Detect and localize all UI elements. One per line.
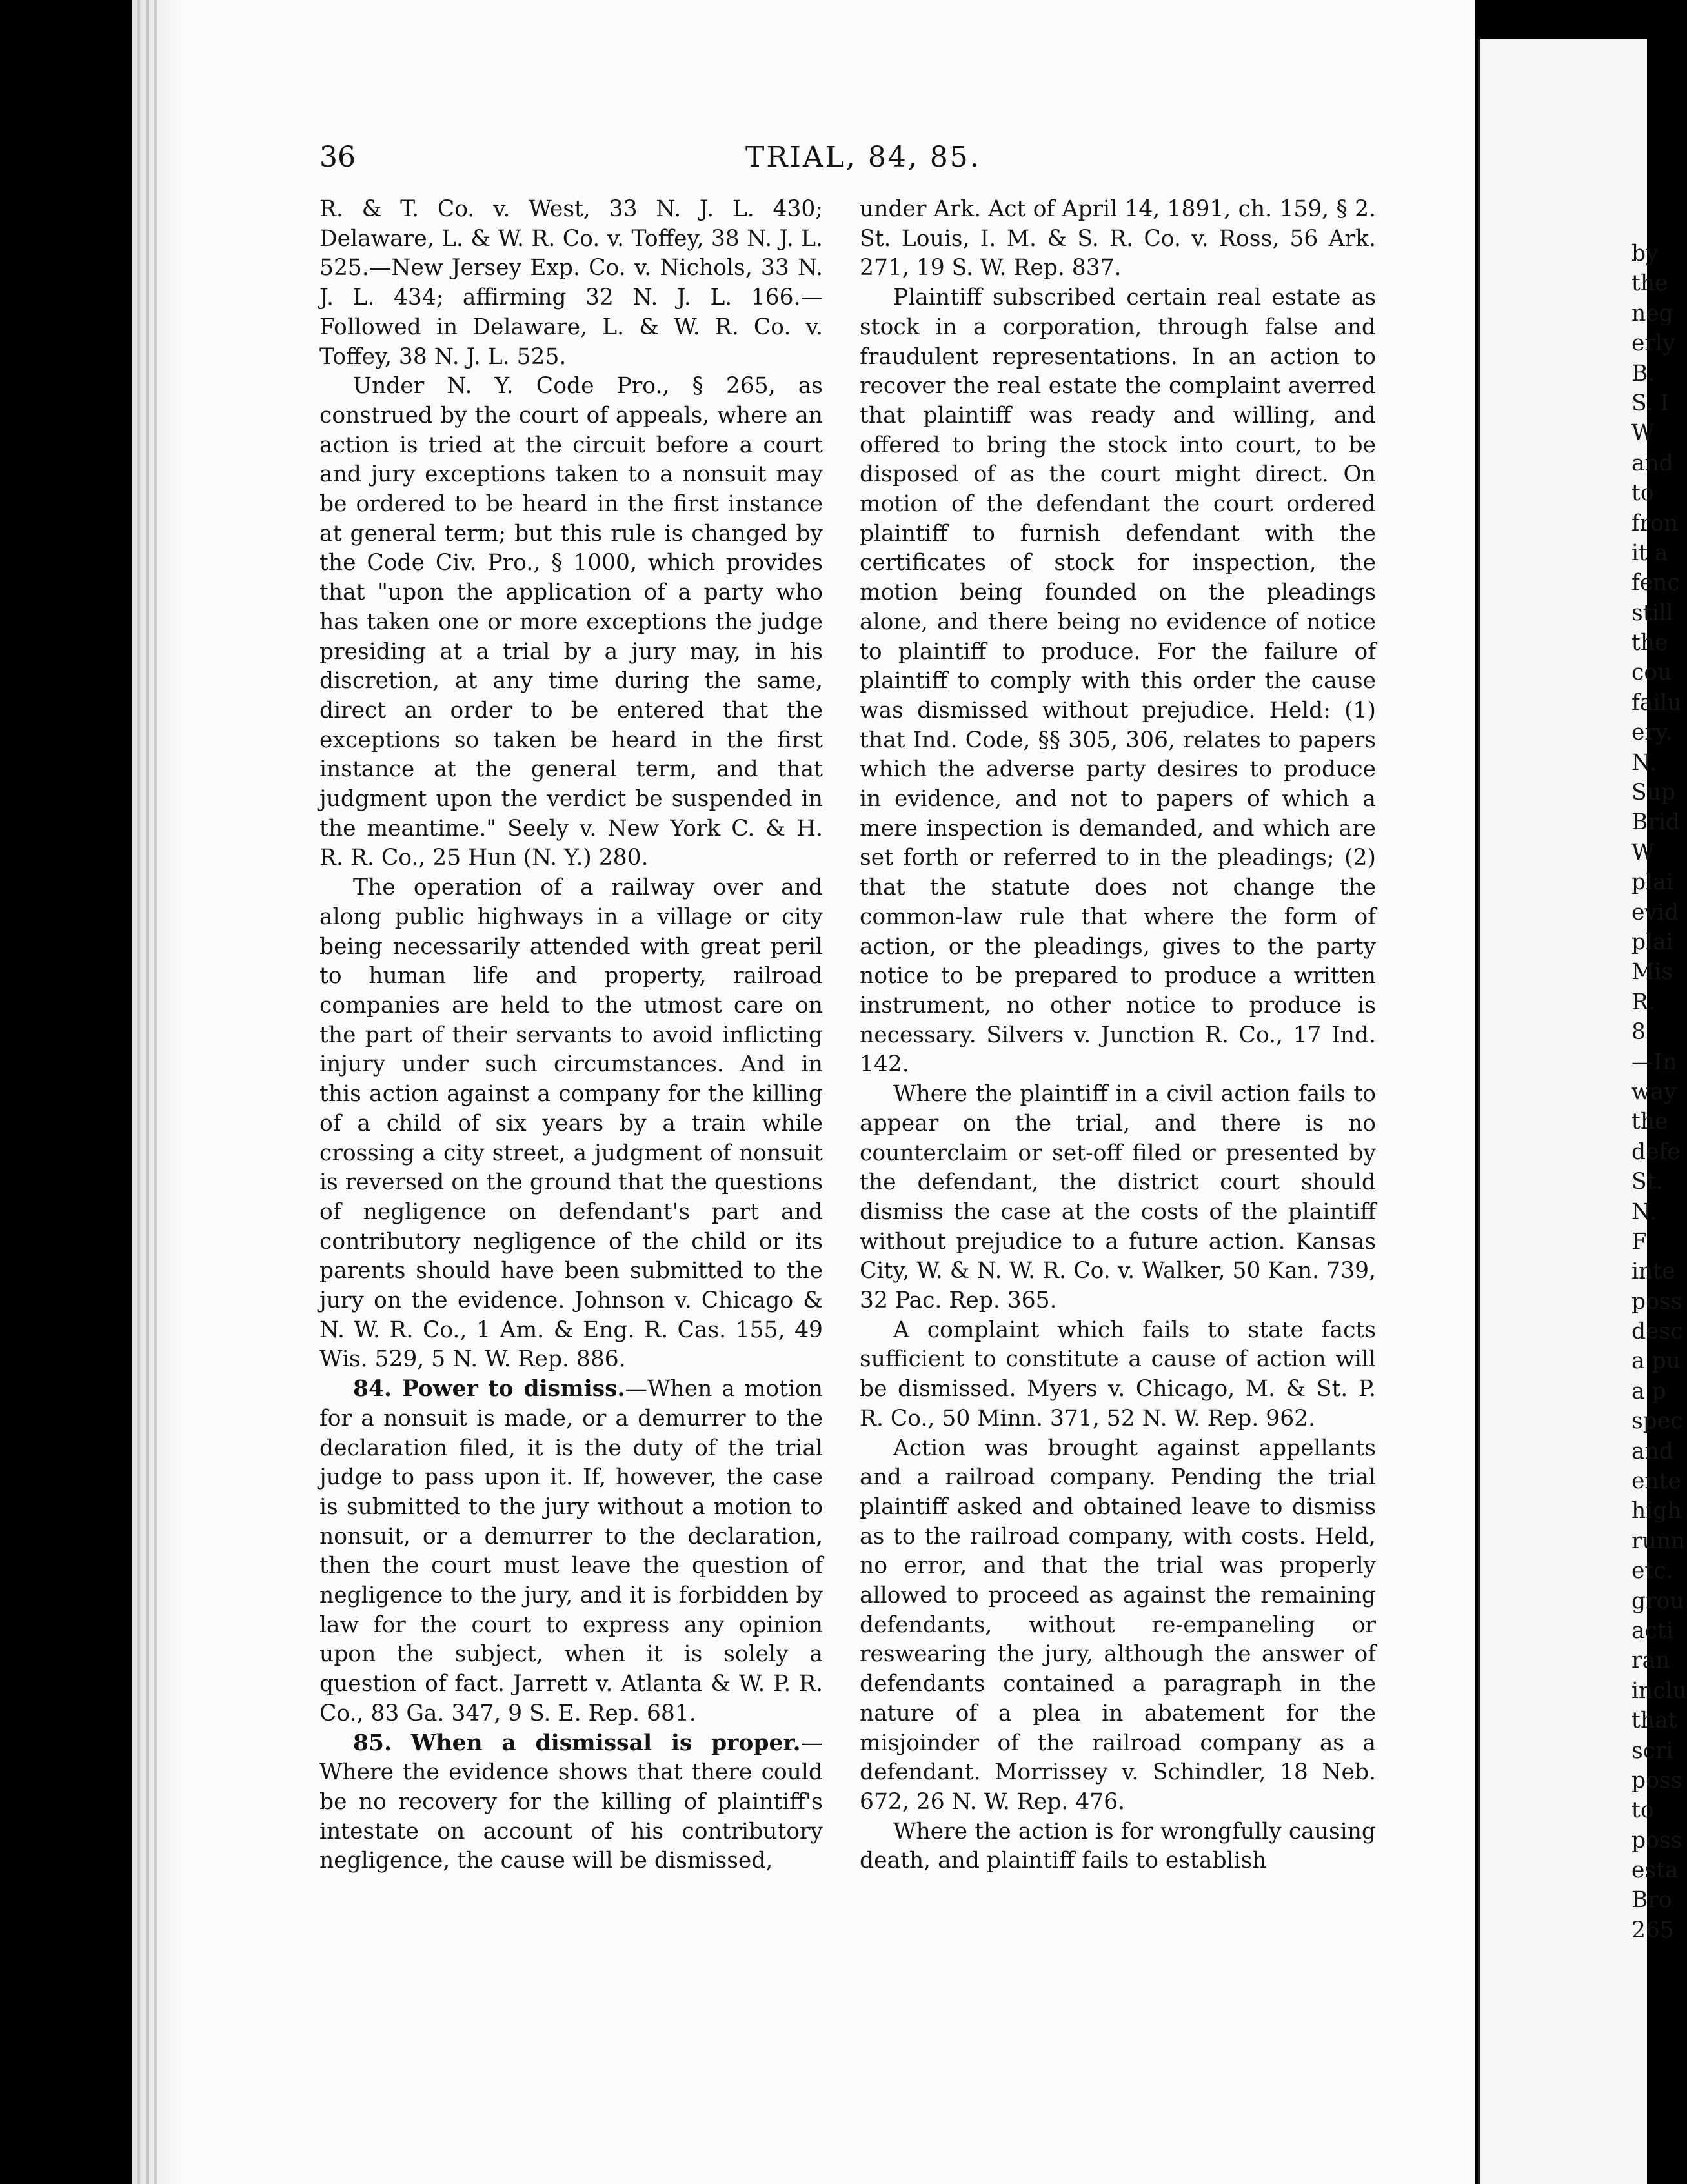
facing-page-fragment: the xyxy=(1631,630,1668,656)
facing-page-fragment: it a xyxy=(1631,540,1668,566)
facing-page-fragment: scri xyxy=(1631,1737,1673,1764)
facing-page xyxy=(1478,39,1647,2184)
facing-page-fragment: etc. xyxy=(1631,1558,1673,1584)
facing-page-fragment: Mis xyxy=(1631,959,1673,986)
facing-page-fragment: Bro xyxy=(1631,1887,1672,1914)
facing-page-fragment: ery. xyxy=(1631,720,1672,746)
facing-page-fragment: R. xyxy=(1631,989,1655,1015)
facing-page-fragment: the xyxy=(1631,270,1668,297)
facing-page-fragment: 265 xyxy=(1631,1917,1674,1943)
facing-page-fragment: plai xyxy=(1631,869,1673,896)
facing-page-fragment: fenc xyxy=(1631,570,1680,596)
paragraph: under Ark. Act of April 14, 1891, ch. 159, § 2. St. Louis, I. M. & S. R. Co. v. Ross, 56 Ark. 271, 19 S. W. Rep. 837. xyxy=(860,196,1376,281)
facing-page-fragment: that xyxy=(1631,1708,1677,1734)
facing-page-fragment: fron xyxy=(1631,510,1679,536)
facing-page-fragment: W xyxy=(1631,839,1655,865)
facing-page-fragment: the xyxy=(1631,1109,1668,1135)
section-85 xyxy=(319,1729,823,1877)
facing-page-fragment: N. xyxy=(1631,1198,1657,1225)
facing-page-fragment: inte xyxy=(1631,1259,1675,1285)
facing-page-fragment: inclu xyxy=(1631,1677,1687,1704)
facing-page-fragment: plai xyxy=(1631,929,1673,955)
facing-page-fragment: a pu xyxy=(1631,1348,1681,1375)
facing-page-fragment: N. xyxy=(1631,749,1657,776)
section-text: —When a motion for a nonsuit is made, or a demurrer to the declaration filed, it is the duty of the trial judge to pass upon it. If, however, the case is submitted to the jury without a motion to nonsuit, or a demurrer to the declaration, then the court must leave the question of negligence to the jury, and it is forbidden by law for the court to express any opinion upon the subject, when it is solely a question of fact. Jarrett v. Atlanta & W. P. R. Co., 83 Ga. 347, 9 S. E. Rep. 681. xyxy=(319,1376,823,1726)
section-heading: 84. Power to dismiss. xyxy=(353,1376,625,1402)
paragraph: Where the action is for wrongfully causing death, and plaintiff fails to establish xyxy=(860,1818,1376,1874)
paragraph: The operation of a railway over and along public highways in a village or city being necessarily attended with great peril to human life and property, railroad companies are held to the utmost care on the part of their servants to avoid inflicting injury under such circumstances. And in this action against a company for the killing of a child of six years by a train while crossing a city street, a judgment of nonsuit is reversed on the ground that the questions of negligence on defendant's part and contributory negligence of the child or its parents should have been submitted to the jury on the evidence. Johnson v. Chicago & N. W. R. Co., 1 Am. & Eng. R. Cas. 155, 49 Wis. 529, 5 N. W. Rep. 886. xyxy=(319,875,823,1373)
facing-page-fragment: St. xyxy=(1631,1169,1663,1195)
facing-page-fragment: spec xyxy=(1631,1408,1683,1435)
page-number: 36 xyxy=(319,141,356,174)
facing-page-fragment: runn xyxy=(1631,1528,1686,1554)
paragraph: R. & T. Co. v. West, 33 N. J. L. 430; Delaware, L. & W. R. Co. v. Toffey, 38 N. J. L. 525.—New Jersey Exp. Co. v. Nichols, 33 N. J. L. 434; affirming 32 N. J. L. 166.—Followed in Delaware, L. & W. R. Co. v. Toffey, 38 N. J. L. 525. xyxy=(319,196,823,370)
facing-page-fragment: grou xyxy=(1631,1588,1684,1614)
paragraph: A complaint which fails to state facts sufficient to constitute a cause of action will be dismissed. Myers v. Chicago, M. & St. P. R. Co., 50 Minn. 371, 52 N. W. Rep. 962. xyxy=(860,1317,1376,1431)
facing-page-fragment: failu xyxy=(1631,689,1682,716)
facing-page-fragment: desc xyxy=(1631,1319,1683,1345)
facing-page-fragment: ran xyxy=(1631,1648,1670,1674)
facing-page-fragment: S. I xyxy=(1631,390,1669,416)
facing-page-fragment: W xyxy=(1631,420,1655,447)
page-header xyxy=(319,141,1359,179)
paragraph: Plaintiff subscribed certain real estate as stock in a corporation, through false and fraudulent representations. In an action to recover the real estate the complaint averred that plaintiff was ready and willing, and offered to bring the stock into court, to be disposed of as the court might direct. On motion of the defendant the court ordered plaintiff to furnish defendant with the certificates of stock for inspection, the motion being founded on the pleadings alone, and there being no evidence of notice to plaintiff to produce. For the failure of plaintiff to comply with this order the cause was dismissed without prejudice. Held: (1) that Ind. Code, §§ 305, 306, relates to papers which the adverse party desires to produce in evidence, and not to papers of which a mere inspection is demanded, and which are set forth or referred to in the pleadings; (2) that the statute does not change the common-law rule that where the form of action, or the pleadings, gives to the party notice to be prepared to produce a written instrument, no other notice to produce is necessary. Silvers v. Junction R. Co., 17 Ind. 142. xyxy=(860,285,1376,1078)
facing-page-fragment: still xyxy=(1631,600,1673,626)
facing-page-fragment: esta xyxy=(1631,1857,1679,1884)
facing-page-fragment: —In xyxy=(1631,1049,1677,1075)
facing-page-fragment: and xyxy=(1631,1438,1673,1464)
left-column xyxy=(319,195,823,1876)
facing-page-fragment: cou xyxy=(1631,660,1672,686)
facing-page-fragment: poss xyxy=(1631,1827,1682,1854)
facing-page-fragment: to xyxy=(1631,1797,1654,1824)
facing-page-fragment: a p xyxy=(1631,1378,1666,1404)
facing-page-text xyxy=(1631,239,1687,1945)
running-title: TRIAL, 84, 85. xyxy=(745,141,981,174)
facing-page-fragment: way xyxy=(1631,1078,1677,1105)
section-84 xyxy=(319,1375,823,1728)
facing-page-fragment: Sup xyxy=(1631,780,1675,806)
section-heading: 85. When a dismissal is proper. xyxy=(353,1730,801,1756)
facing-page-fragment: neg xyxy=(1631,300,1673,327)
facing-page-fragment: B. xyxy=(1631,360,1655,387)
facing-page-fragment: defe xyxy=(1631,1138,1681,1165)
facing-page-fragment: 8 xyxy=(1631,1019,1646,1046)
facing-page-fragment: by xyxy=(1631,241,1659,267)
facing-page-fragment: erly xyxy=(1631,330,1675,357)
right-column xyxy=(860,195,1376,1876)
paragraph: Under N. Y. Code Pro., § 265, as construed by the court of appeals, where an action is tried at the circuit before a court and jury exceptions taken to a nonsuit may be ordered to be heard in the first instance at general term; but this rule is changed by the Code Civ. Pro., § 1000, which provides that "upon the application of a party who has taken one or more exceptions the judge presiding at a trial by a jury may, in his discretion, at any time during the same, direct an order to be entered that the exceptions so taken be heard in the first instance at the general term, and that judgment upon the verdict be suspended in the meantime." Seely v. New York C. & H. R. R. Co., 25 Hun (N. Y.) 280. xyxy=(319,373,823,871)
facing-page-fragment: evid xyxy=(1631,899,1679,925)
facing-page-fragment: F xyxy=(1631,1228,1647,1255)
facing-page-fragment: poss xyxy=(1631,1767,1682,1794)
facing-page-fragment: Brid xyxy=(1631,809,1680,836)
facing-page-fragment: and xyxy=(1631,450,1673,476)
facing-page-fragment: acti xyxy=(1631,1617,1673,1644)
facing-page-fragment: poss xyxy=(1631,1288,1682,1315)
facing-page-fragment: high xyxy=(1631,1498,1682,1524)
paragraph: Where the plaintiff in a civil action fails to appear on the trial, and there is no counterclaim or set-off filed or presented by the defendant, the district court should dismiss the case at the costs of the plaintiff without prejudice to a future action. Kansas City, W. & N. W. R. Co. v. Walker, 50 Kan. 739, 32 Pac. Rep. 365. xyxy=(860,1081,1376,1314)
page-gutter xyxy=(132,0,184,2184)
paragraph: Action was brought against appellants and a railroad company. Pending the trial plaintiff asked and obtained leave to dismiss as to the railroad company, with costs. Held, no error, and that the trial was properly allowed to proceed as against the remaining defendants, without re-empaneling or reswearing the jury, although the answer of defendants contained a paragraph in the nature of a plea in abatement for the misjoinder of the railroad company as a defendant. Morrissey v. Schindler, 18 Neb. 672, 26 N. W. Rep. 476. xyxy=(860,1435,1376,1815)
section-text: —Where the evidence shows that there could be no recovery for the killing of plaintiff's intestate on account of his contributory negligence, the cause will be dismissed, xyxy=(319,1730,823,1874)
facing-page-fragment: ente xyxy=(1631,1468,1681,1495)
facing-page-fragment: to xyxy=(1631,480,1654,507)
